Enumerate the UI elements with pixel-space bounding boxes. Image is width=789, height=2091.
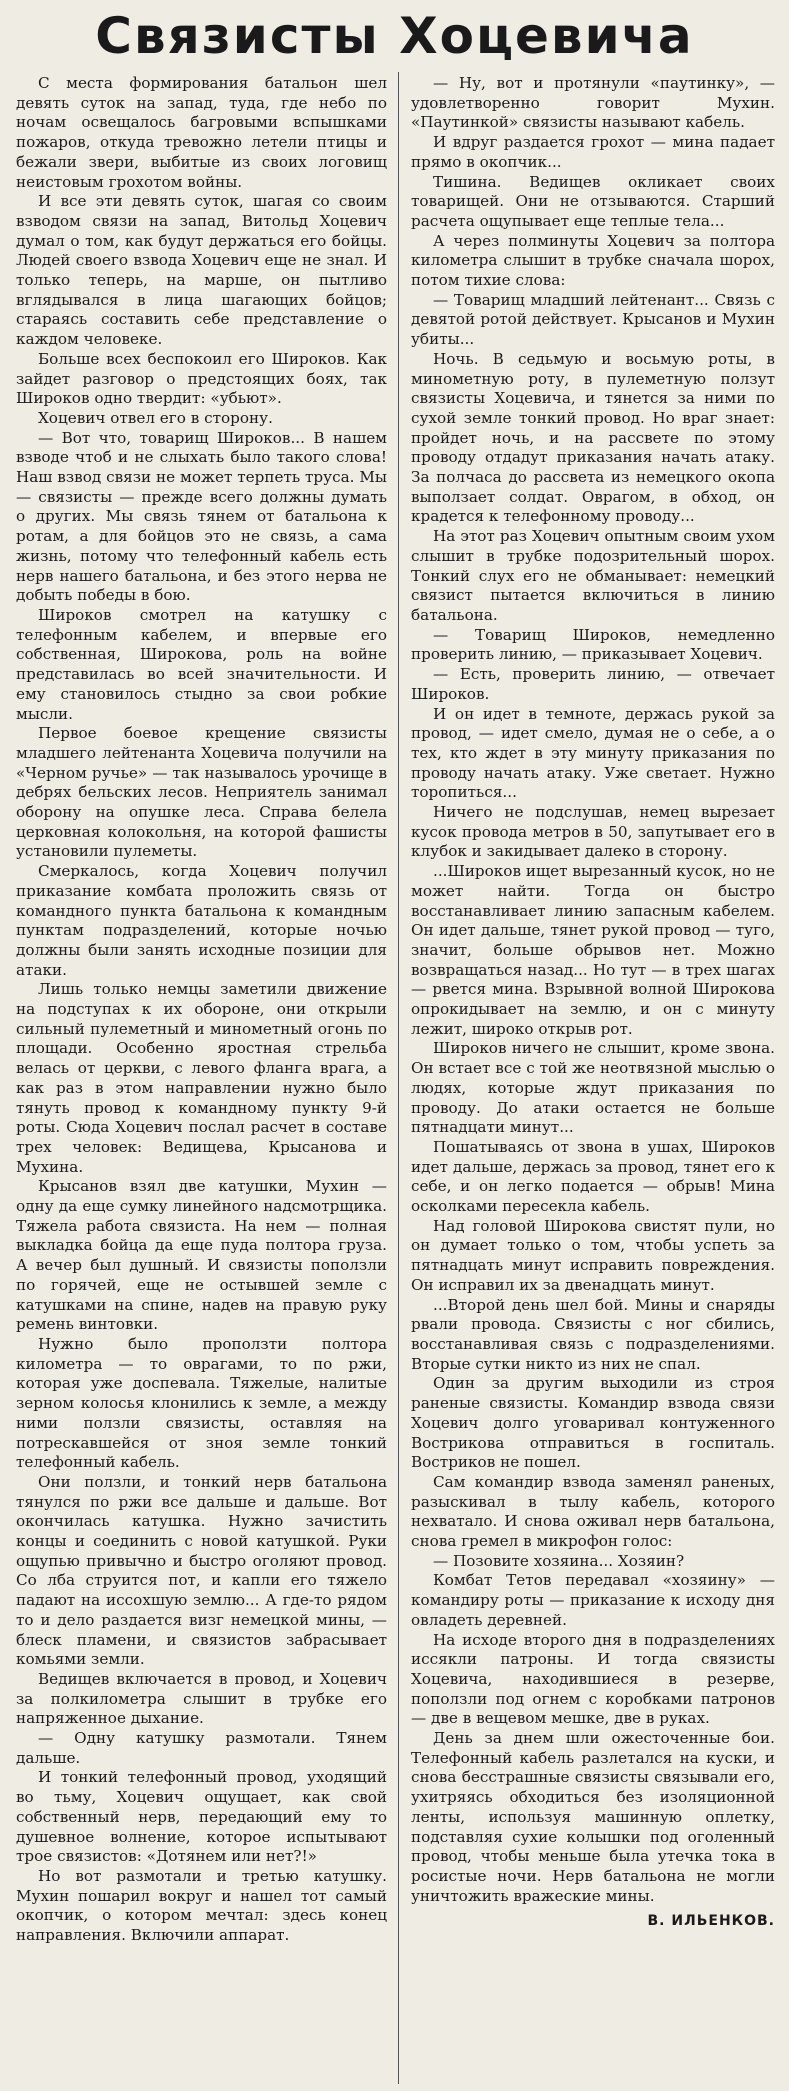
- article-paragraph: Сам командир взвода заменял раненых, разыскивал в тылу кабель, которого нехватало. И снова оживал нерв батальона, снова гремел в микрофон голос:: [411, 1472, 775, 1551]
- article-paragraph: На исходе второго дня в подразделениях иссякли патроны. И тогда связисты Хоцевича, находившиеся в резерве, поползли под огнем с коробками патронов — две в вещевом мешке, две в руках.: [411, 1630, 775, 1728]
- article-paragraph: Над головой Широкова свистят пули, но он думает только о том, чтобы успеть за пятнадцать минут исправить повреждения. Он исправил их за двенадцать минут.: [411, 1216, 775, 1294]
- article-column-left: [16, 74, 387, 2079]
- article-paragraph: И тонкий телефонный провод, уходящий во тьму, Хоцевич ощущает, как свой собственный нерв, передающий ему то душевное волнение, которое испытывают трое связистов: «Дотянем или нет?!»: [16, 1768, 387, 1866]
- article-paragraph: Больше всех беспокоил его Широков. Как зайдет разговор о предстоящих боях, так Широков одно твердит: «убьют».: [16, 349, 387, 408]
- article-paragraph: Нужно было проползти полтора километра — то оврагами, то по ржи, которая уже доспевала. Тяжелые, налитые зерном колосья клонились к земле, а между ними ползли связисты, оставляя на потрескавшейся от зноя земле тонкий телефонный кабель.: [16, 1335, 387, 1472]
- article-paragraph: Они ползли, и тонкий нерв батальона тянулся по ржи все дальше и дальше. Вот окончилась катушка. Нужно зачистить концы и соединить с новой катушкой. Руки ощупью привычно и быстро оголяют провод. Со лба струится пот, и капли его тяжело падают на иссохшую землю... А где-то рядом то и дело раздается визг немецкой мины, — блеск пламени, и связистов забрасывает комьями земли.: [16, 1472, 387, 1669]
- article-paragraph: Лишь только немцы заметили движение на подступах к их обороне, они открыли сильный пулеметный и минометный огонь по площади. Особенно яростная стрельба велась от церкви, с левого фланга врага, а как раз в этом направлении нужно было тянуть провод к командному пункту 9-й роты. Сюда Хоцевич послал расчет в составе трех человек: Ведищева, Крысанова и Мухина.: [16, 980, 387, 1176]
- article-paragraph: На этот раз Хоцевич опытным своим ухом слышит в трубке подозрительный шорох. Тонкий слух его не обманывает: немецкий связист пытается включиться в линию батальона.: [411, 527, 775, 624]
- article-paragraph: Один за другим выходили из строя раненые связисты. Командир взвода связи Хоцевич долго уговаривал контуженного Вострикова отправиться в госпиталь. Востриков не пошел.: [411, 1374, 775, 1472]
- article-paragraph: Первое боевое крещение связисты младшего лейтенанта Хоцевича получили на «Черном ручье» — так называлось урочище в дебрях бельских лесов. Неприятель занимал оборону на опушке леса. Справа белела церковная колокольня, на которой фашисты установили пулеметы.: [16, 724, 387, 861]
- article-paragraph: — Одну катушку размотали. Тянем дальше.: [16, 1729, 387, 1767]
- article-paragraph: ...Широков ищет вырезанный кусок, но не может найти. Тогда он быстро восстанавливает линию запасным кабелем. Он идет дальше, тянет рукой провод — туго, значит, больше обрывов нет. Можно возвращаться назад... Но тут — в трех шагах — рвется мина. Взрывной волной Широкова опрокидывает на землю, и он с минуту лежит, широко открыв рот.: [411, 862, 775, 1038]
- article-paragraph: — Ну, вот и протянули «паутинку», — удовлетворенно говорит Мухин. «Паутинкой» связисты называют кабель.: [411, 74, 775, 132]
- article-paragraph: Пошатываясь от звона в ушах, Широков идет дальше, держась за провод, тянет его к себе, и он легко подается — обрыв! Мина осколками пересекла кабель.: [411, 1137, 775, 1216]
- article-paragraph: Ночь. В седьмую и восьмую роты, в минометную роту, в пулеметную ползут связисты Хоцевича, и тянется за ними по сухой земле тонкий провод. Но враг знает: пройдет ночь, и на рассвете по этому проводу отдадут приказания начать атаку. За полчаса до рассвета из немецкого окопа выползает солдат. Оврагом, в обход, он крадется к телефонному проводу...: [411, 349, 775, 526]
- article-paragraph: — Товарищ младший лейтенант... Связь с девятой ротой действует. Крысанов и Мухин убиты...: [411, 290, 775, 349]
- article-paragraph: — Есть, проверить линию, — отвечает Широков.: [411, 665, 775, 703]
- article-paragraph: Тишина. Ведищев окликает своих товарищей. Они не отзываются. Старший расчета ощупывает еще теплые тела...: [411, 172, 775, 230]
- article-paragraph: С места формирования батальон шел девять суток на запад, туда, где небо по ночам освещалось багровыми вспышками пожаров, откуда тревожно летели птицы и бежали звери, выбитые из своих логовищ неистовым грохотом войны.: [16, 74, 387, 191]
- article-paragraph: И все эти девять суток, шагая со своим взводом связи на запад, Витольд Хоцевич думал о том, как будут держаться его бойцы. Людей своего взвода Хоцевич еще не знал. И только теперь, на марше, он пытливо вглядывался в лица шагающих бойцов; стараясь составить себе представление о каждом человеке.: [16, 192, 387, 349]
- article-paragraph: — Товарищ Широков, немедленно проверить линию, — приказывает Хоцевич.: [411, 625, 775, 664]
- article-paragraph: — Вот что, товарищ Широков... В нашем взводе чтоб и не слыхать было такого слова! Наш взвод связи не может терпеть труса. Мы — связисты — прежде всего должны думать о других. Мы связь тянем от батальона к ротам, а для бойцов это не связь, а сама жизнь, потому что телефонный кабель есть нерв нашего батальона, и без этого нерва не добыть победы в бою.: [16, 428, 387, 605]
- article-paragraph: А через полминуты Хоцевич за полтора километра слышит в трубке сначала шорох, потом тихие слова:: [411, 231, 775, 290]
- article-paragraph: Широков смотрел на катушку с телефонным кабелем, и впервые его собственная, Широкова, роль на войне представилась во всей значительности. И ему становилось стыдно за свои робкие мысли.: [16, 605, 387, 723]
- article-paragraph: Ничего не подслушав, немец вырезает кусок провода метров в 50, запутывает его в клубок и закидывает далеко в сторону.: [411, 803, 775, 861]
- article-paragraph: Смеркалось, когда Хоцевич получил приказание комбата проложить связь от командного пункта батальона к командным пунктам подразделений, которые ночью должны были занять исходные позиции для атаки.: [16, 862, 387, 979]
- author-signature: В. ИЛЬЕНКОВ.: [647, 1913, 775, 1930]
- article-title: Связисты Хоцевича: [95, 7, 694, 65]
- article-paragraph: Ведищев включается в провод, и Хоцевич за полкилометра слышит в трубке его напряженное дыхание.: [16, 1669, 387, 1728]
- article-paragraph: И вдруг раздается грохот — мина падает прямо в окопчик...: [411, 133, 775, 171]
- article-paragraph: День за днем шли ожесточенные бои. Телефонный кабель разлетался на куски, и снова бесстрашные связисты связывали его, ухитряясь обходиться без изоляционной ленты, используя машинную оплетку, подставляя сухие колышки под оголенный провод, чтобы меньше была утечка тока в росистые ночи. Нерв батальона не могли уничтожить вражеские мины.: [411, 1729, 775, 1905]
- article-paragraph: Крысанов взял две катушки, Мухин — одну да еще сумку линейного надсмотрщика. Тяжела работа связиста. На нем — полная выкладка бойца да еще пуда полтора груза. А вечер был душный. И связисты поползли по горячей, еще не остывшей земле с катушками на спине, надев на правую руку ремень винтовки.: [16, 1177, 387, 1334]
- article-paragraph: Хоцевич отвел его в сторону.: [38, 408, 273, 427]
- article-column-right: [411, 74, 775, 2079]
- article-paragraph: И он идет в темноте, держась рукой за провод, — идет смело, думая не о себе, а о тех, кто ждет в эту минуту приказания по проводу начать атаку. Уже светает. Нужно торопиться...: [411, 704, 775, 802]
- article-paragraph: Широков ничего не слышит, кроме звона. Он встает все с той же неотвязной мыслью о людях, которые ждут приказания по проводу. До атаки остается не больше пятнадцати минут...: [411, 1039, 775, 1137]
- article-paragraph: Но вот размотали и третью катушку. Мухин пошарил вокруг и нашел тот самый окопчик, о котором мечтал: здесь конец направления. Включили аппарат.: [16, 1866, 387, 1945]
- article-paragraph: — Позовите хозяина... Хозяин?: [433, 1551, 685, 1570]
- column-divider: [398, 72, 399, 2084]
- article-paragraph: ...Второй день шел бой. Мины и снаряды рвали провода. Связисты с ног сбились, восстанавливая связь с подразделениями. Вторые сутки никто из них не спал.: [411, 1295, 775, 1373]
- article-paragraph: Комбат Тетов передавал «хозяину» — командиру роты — приказание к исходу дня овладеть деревней.: [411, 1571, 775, 1629]
